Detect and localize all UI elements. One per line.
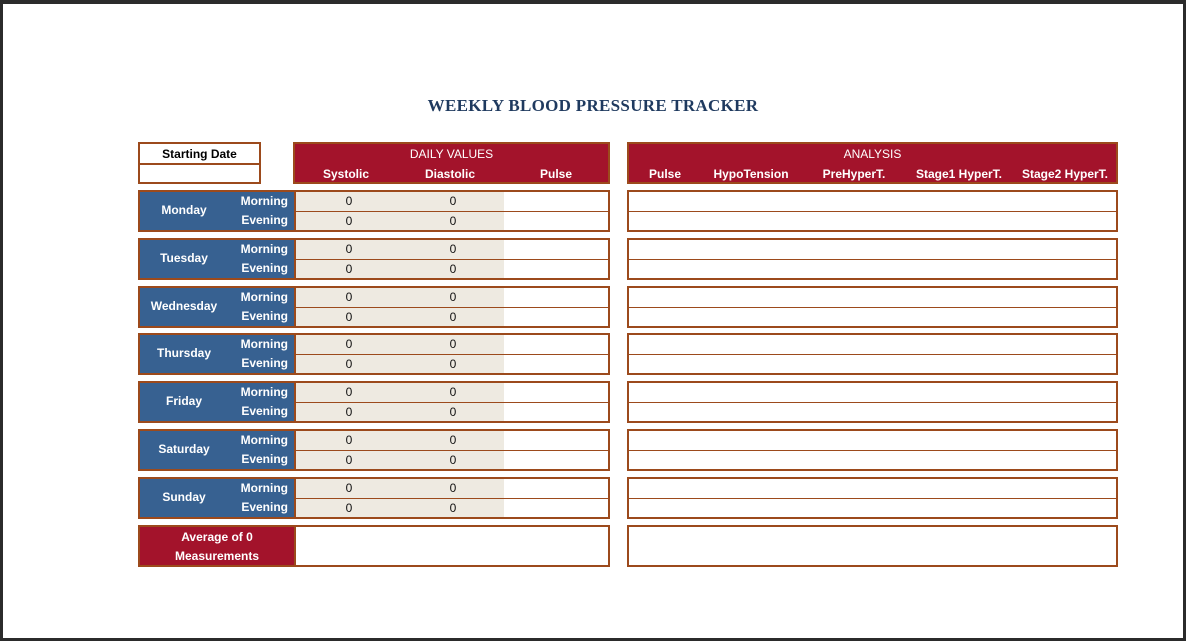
row-divider (629, 354, 1116, 355)
row-divider (296, 211, 608, 212)
diastolic-value[interactable]: 0 (449, 453, 457, 467)
beige-fill (296, 403, 504, 421)
evening-values-row (296, 451, 608, 469)
analysis-heading: ANALYSIS (843, 147, 902, 161)
systolic-value[interactable]: 0 (345, 242, 353, 256)
beige-fill (296, 240, 504, 259)
day-label-thursday (138, 333, 296, 375)
systolic-value[interactable]: 0 (345, 357, 353, 371)
slot-morning-label: Morning (240, 290, 288, 304)
morning-values-row (296, 288, 608, 307)
diastolic-value[interactable]: 0 (449, 433, 457, 447)
systolic-value[interactable]: 0 (345, 433, 353, 447)
average-label-line2: Measurements (174, 549, 260, 563)
diastolic-value[interactable]: 0 (449, 501, 457, 515)
beige-fill (296, 192, 504, 211)
morning-values-row (296, 335, 608, 354)
slot-evening-label: Evening (241, 404, 288, 418)
morning-values-row (296, 240, 608, 259)
row-divider (296, 259, 608, 260)
beige-fill (296, 335, 504, 354)
diastolic-value[interactable]: 0 (449, 481, 457, 495)
day-label-tuesday (138, 238, 296, 280)
row-divider (629, 259, 1116, 260)
daily-values-saturday (294, 429, 610, 471)
row-divider (296, 402, 608, 403)
systolic-value[interactable]: 0 (345, 310, 353, 324)
evening-values-row (296, 403, 608, 421)
day-name: Tuesday (160, 251, 208, 265)
morning-values-row (296, 383, 608, 402)
analysis-monday (627, 190, 1118, 232)
diastolic-value[interactable]: 0 (449, 214, 457, 228)
evening-values-row (296, 499, 608, 517)
evening-values-row (296, 260, 608, 278)
page-title: WEEKLY BLOOD PRESSURE TRACKER (427, 96, 759, 115)
diastolic-value[interactable]: 0 (449, 242, 457, 256)
systolic-value[interactable]: 0 (345, 337, 353, 351)
slot-evening-label: Evening (241, 452, 288, 466)
systolic-value[interactable]: 0 (345, 405, 353, 419)
row-divider (629, 450, 1116, 451)
row-divider (629, 211, 1116, 212)
slot-evening-label: Evening (241, 213, 288, 227)
slot-morning-label: Morning (240, 481, 288, 495)
evening-values-row (296, 212, 608, 230)
row-divider (296, 498, 608, 499)
diastolic-value[interactable]: 0 (449, 405, 457, 419)
beige-fill (296, 308, 504, 326)
daily-values-tuesday (294, 238, 610, 280)
col-stage1: Stage1 HyperT. (915, 167, 1003, 181)
daily-values-friday (294, 381, 610, 423)
diastolic-value[interactable]: 0 (449, 357, 457, 371)
day-name: Saturday (158, 442, 210, 456)
daily-values-header (293, 142, 610, 184)
systolic-value[interactable]: 0 (345, 385, 353, 399)
analysis-wednesday (627, 286, 1118, 328)
slot-evening-label: Evening (241, 261, 288, 275)
systolic-value[interactable]: 0 (345, 501, 353, 515)
slot-evening-label: Evening (241, 500, 288, 514)
beige-fill (296, 451, 504, 469)
day-label-wednesday (138, 286, 296, 328)
slot-morning-label: Morning (240, 385, 288, 399)
daily-values-heading: DAILY VALUES (409, 147, 494, 161)
analysis-tuesday (627, 238, 1118, 280)
analysis-thursday (627, 333, 1118, 375)
systolic-value[interactable]: 0 (345, 453, 353, 467)
average-values-cell (294, 525, 610, 567)
row-divider (629, 402, 1116, 403)
day-name: Thursday (156, 346, 211, 360)
daily-values-wednesday (294, 286, 610, 328)
day-label-monday (138, 190, 296, 232)
day-name: Friday (165, 394, 202, 408)
beige-fill (296, 212, 504, 230)
slot-evening-label: Evening (241, 309, 288, 323)
daily-values-monday (294, 190, 610, 232)
systolic-value[interactable]: 0 (345, 262, 353, 276)
slot-morning-label: Morning (240, 194, 288, 208)
beige-fill (296, 479, 504, 498)
diastolic-value[interactable]: 0 (449, 290, 457, 304)
analysis-saturday (627, 429, 1118, 471)
beige-fill (296, 288, 504, 307)
diastolic-value[interactable]: 0 (449, 194, 457, 208)
slot-morning-label: Morning (240, 242, 288, 256)
morning-values-row (296, 479, 608, 498)
analysis-sunday (627, 477, 1118, 519)
evening-values-row (296, 355, 608, 373)
slot-morning-label: Morning (240, 433, 288, 447)
col-prehypert: PreHyperT. (822, 167, 886, 181)
average-label-cell (138, 525, 296, 567)
morning-values-row (296, 192, 608, 211)
row-divider (629, 307, 1116, 308)
evening-values-row (296, 308, 608, 326)
beige-fill (296, 431, 504, 450)
systolic-value[interactable]: 0 (345, 290, 353, 304)
diastolic-value[interactable]: 0 (449, 262, 457, 276)
analysis-friday (627, 381, 1118, 423)
starting-date-label: Starting Date (162, 147, 237, 161)
day-name: Wednesday (150, 299, 218, 313)
diastolic-value[interactable]: 0 (449, 337, 457, 351)
slot-evening-label: Evening (241, 356, 288, 370)
systolic-value[interactable]: 0 (345, 481, 353, 495)
systolic-value[interactable]: 0 (345, 194, 353, 208)
row-divider (296, 307, 608, 308)
beige-fill (296, 383, 504, 402)
average-label-line1: Average of 0 (181, 530, 253, 544)
col-stage2: Stage2 HyperT. (1021, 167, 1109, 181)
daily-values-thursday (294, 333, 610, 375)
beige-fill (296, 355, 504, 373)
average-analysis-cell (627, 525, 1118, 567)
day-label-sunday (138, 477, 296, 519)
beige-fill (296, 260, 504, 278)
morning-values-row (296, 431, 608, 450)
col-analysis-pulse: Pulse (648, 167, 681, 181)
analysis-header (627, 142, 1118, 184)
day-label-friday (138, 381, 296, 423)
starting-date-box (138, 142, 261, 184)
diastolic-value[interactable]: 0 (449, 310, 457, 324)
row-divider (629, 498, 1116, 499)
day-name: Monday (161, 203, 207, 217)
day-label-saturday (138, 429, 296, 471)
day-name: Sunday (162, 490, 206, 504)
systolic-value[interactable]: 0 (345, 214, 353, 228)
starting-date-field[interactable] (140, 165, 259, 182)
row-divider (296, 354, 608, 355)
slot-morning-label: Morning (240, 337, 288, 351)
beige-fill (296, 499, 504, 517)
col-pulse: Pulse (539, 167, 572, 181)
col-diastolic: Diastolic (424, 167, 475, 181)
row-divider (296, 450, 608, 451)
diastolic-value[interactable]: 0 (449, 385, 457, 399)
daily-values-sunday (294, 477, 610, 519)
col-hypotension: HypoTension (713, 167, 789, 181)
col-systolic: Systolic (322, 167, 370, 181)
